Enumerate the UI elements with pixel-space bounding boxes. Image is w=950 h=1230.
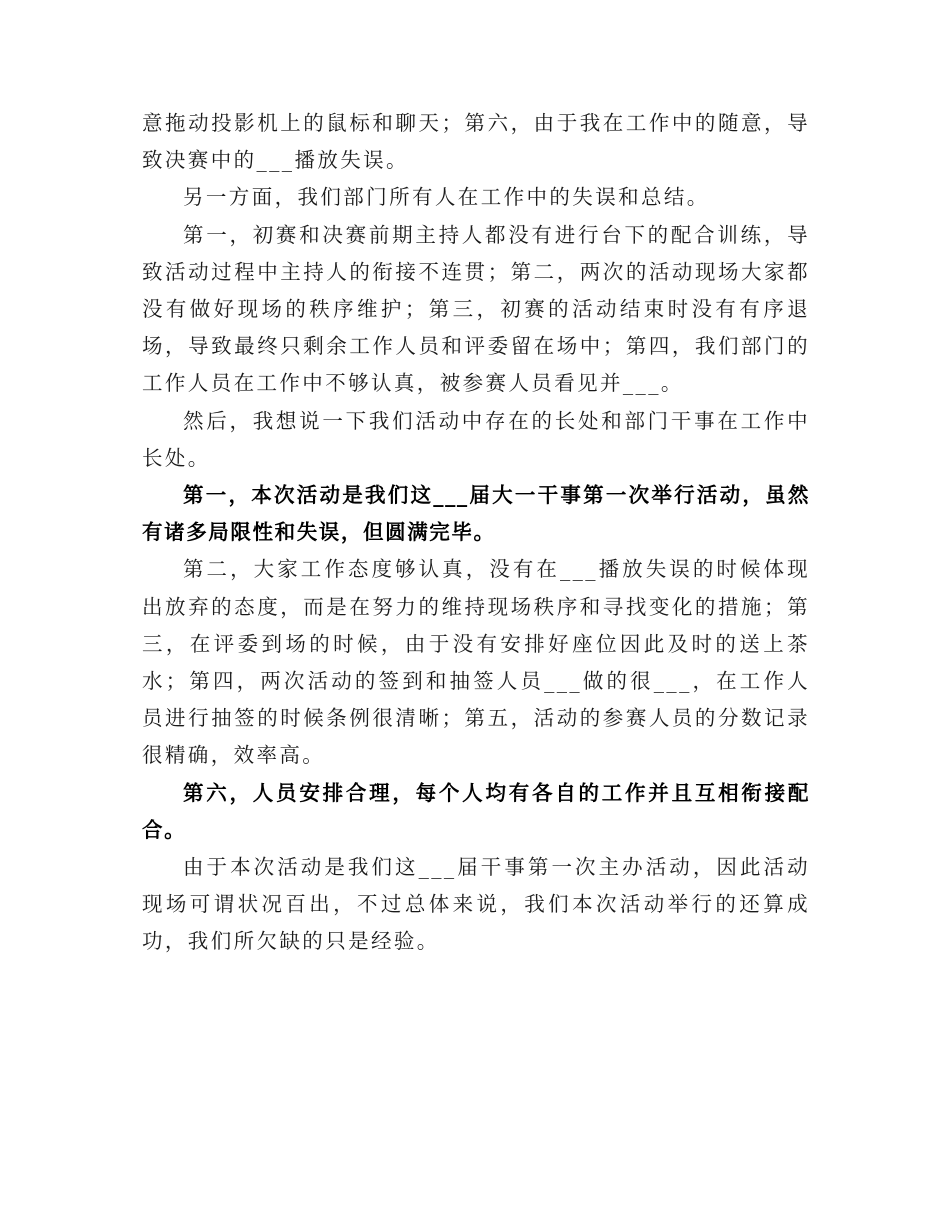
paragraph-strengths-list: 第二，大家工作态度够认真，没有在___播放失误的时候体现出放弃的态度，而是在努力的维持现场秩序和寻找变化的措施；第三，在评委到场的时候，由于没有安排好座位因此及时的送上茶水；第四，两次活动的签到和抽签人员___做的很___，在工作人员进行抽签的时候条例很清晰；第五，活动的参赛人员的分数记录很精确，效率高。: [142, 557, 810, 768]
paragraph-conclusion: 由于本次活动是我们这___届干事第一次主办活动，因此活动现场可谓状况百出，不过总体来说，我们本次活动举行的还算成功，我们所欠缺的只是经验。: [142, 855, 810, 954]
paragraph-mistakes-list: 第一，初赛和决赛前期主持人都没有进行台下的配合训练，导致活动过程中主持人的衔接不连贯；第二，两次的活动现场大家都没有做好现场的秩序维护；第三，初赛的活动结束时没有有序退场，导致最终只剩余工作人员和评委留在场中；第四，我们部门的工作人员在工作中不够认真，被参赛人员看见并___。: [142, 222, 810, 396]
paragraph-other-aspect: 另一方面，我们部门所有人在工作中的失误和总结。: [183, 185, 710, 210]
paragraph-strength-first: 第一，本次活动是我们这___届大一干事第一次举行活动，虽然有诸多局限性和失误，但圆满完毕。: [142, 483, 810, 545]
paragraph-strength-sixth: 第六，人员安排合理，每个人均有各自的工作并且互相衔接配合。: [142, 780, 810, 842]
paragraph-strengths-intro: 然后，我想说一下我们活动中存在的长处和部门干事在工作中长处。: [142, 408, 810, 470]
document-body: [142, 105, 810, 961]
paragraph-continuation: 意拖动投影机上的鼠标和聊天；第六，由于我在工作中的随意，导致决赛中的___播放失误。: [142, 111, 810, 173]
